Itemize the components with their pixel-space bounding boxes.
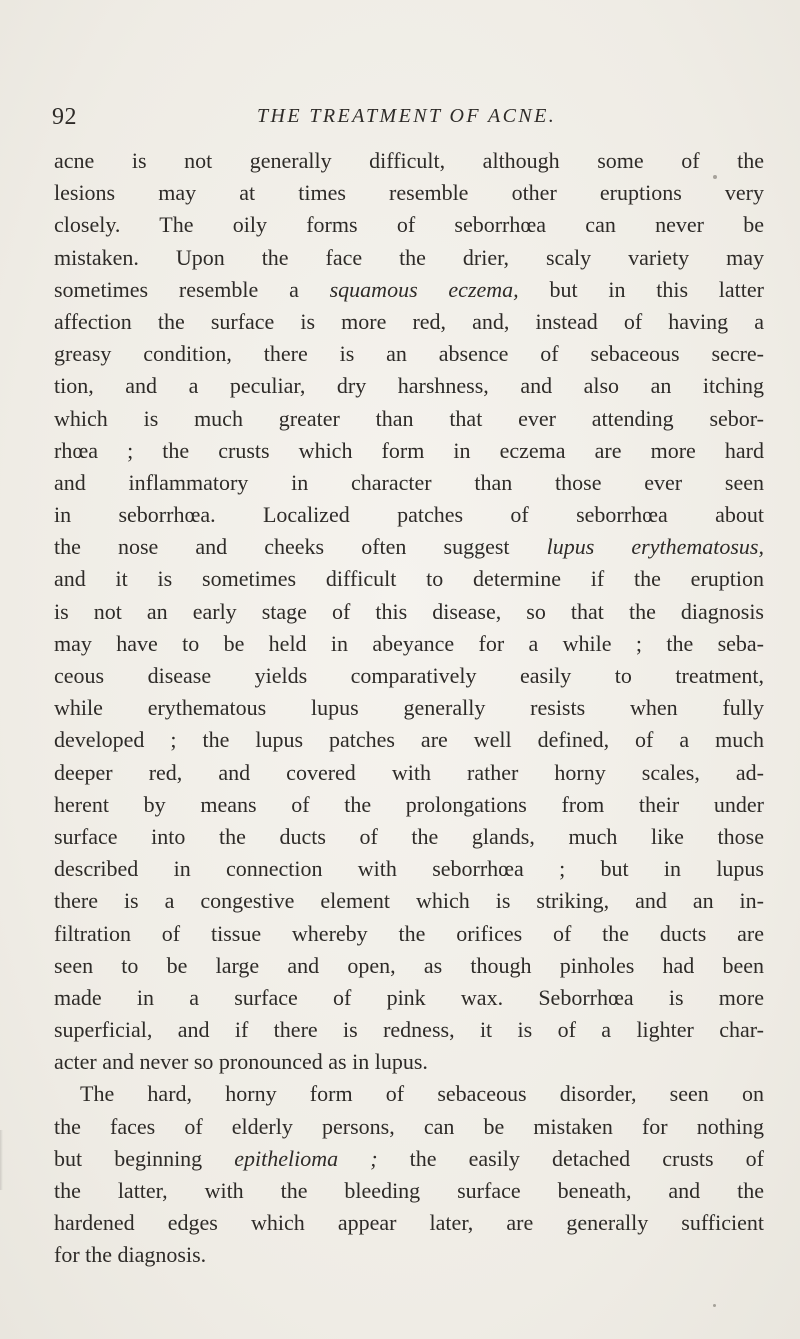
text-segment: herent by means of the prolongations from their under — [54, 791, 764, 817]
italic-text: epithelioma ; — [234, 1145, 378, 1171]
text-line — [54, 1143, 764, 1175]
text-segment: The hard, horny form of sebaceous disorder, seen on — [80, 1081, 764, 1107]
text-line — [54, 1175, 764, 1207]
text-line — [54, 467, 764, 499]
text-line — [54, 1078, 764, 1110]
text-segment: while erythematous lupus generally resists when fully — [54, 695, 764, 721]
text-segment: which is much greater than that ever attending sebor- — [54, 405, 764, 431]
text-segment: tion, and a peculiar, dry harshness, and also an itching — [54, 373, 764, 399]
text-line — [54, 724, 764, 756]
text-line — [54, 1046, 764, 1078]
text-line — [54, 1239, 764, 1271]
text-line — [54, 1111, 764, 1143]
text-segment: the easily detached crusts of — [377, 1145, 764, 1171]
text-segment: for the diagnosis. — [54, 1242, 207, 1268]
text-line — [54, 563, 764, 595]
text-line — [54, 1207, 764, 1239]
italic-text: squamous eczema, — [329, 276, 519, 302]
text-line — [54, 950, 764, 982]
text-line — [54, 177, 764, 209]
text-segment: the latter, with the bleeding surface beneath, and the — [54, 1178, 764, 1203]
text-line — [54, 435, 764, 467]
text-segment: filtration of tissue whereby the orifices of the ducts are — [54, 920, 764, 946]
text-segment: and it is sometimes difficult to determine if the eruption — [54, 566, 764, 592]
text-line — [54, 757, 764, 789]
text-segment: lesions may at times resemble other eruptions very — [54, 180, 764, 206]
text-segment: acne is not generally difficult, although some of the — [54, 148, 764, 173]
text-line — [54, 306, 764, 338]
text-line — [54, 1014, 764, 1046]
italic-text: lupus erythematosus, — [546, 534, 764, 560]
text-segment: may have to be held in abeyance for a while ; the seba- — [54, 630, 764, 656]
text-line — [54, 338, 764, 370]
text-segment: there is a congestive element which is striking, and an in- — [54, 888, 764, 914]
text-segment: surface into the ducts of the glands, much like those — [54, 823, 764, 849]
text-segment: hardened edges which appear later, are generally sufficient — [54, 1210, 764, 1236]
text-segment: the nose and cheeks often suggest — [54, 534, 547, 560]
text-segment: greasy condition, there is an absence of sebaceous secre- — [54, 341, 764, 367]
page-number: 92 — [52, 104, 77, 130]
text-line — [54, 403, 764, 435]
text-line — [54, 531, 764, 563]
body-text — [54, 145, 764, 1272]
page-shadow — [0, 1130, 3, 1190]
text-line — [54, 209, 764, 241]
text-line — [54, 145, 764, 177]
text-segment: developed ; the lupus patches are well defined, of a much — [54, 727, 764, 753]
text-segment: seen to be large and open, as though pinholes had been — [54, 952, 764, 978]
text-segment: sometimes resemble a — [54, 276, 330, 302]
ink-speck — [713, 1304, 716, 1307]
text-segment: acter and never so pronounced as in lupus. — [54, 1049, 428, 1075]
text-segment: is not an early stage of this disease, so that the diagnosis — [54, 598, 764, 624]
text-line — [54, 982, 764, 1014]
text-segment: mistaken. Upon the face the drier, scaly variety may — [54, 244, 764, 270]
text-line — [54, 821, 764, 853]
text-line — [54, 885, 764, 917]
text-line — [54, 660, 764, 692]
text-segment: made in a surface of pink wax. Seborrhœa is more — [54, 984, 764, 1010]
text-line — [54, 692, 764, 724]
text-segment: deeper red, and covered with rather horny scales, ad- — [54, 759, 764, 785]
ink-speck — [713, 175, 717, 179]
text-line — [54, 596, 764, 628]
text-segment: closely. The oily forms of seborrhœa can never be — [54, 212, 764, 238]
text-segment: described in connection with seborrhœa ; but in lupus — [54, 856, 764, 882]
text-segment: in seborrhœa. Localized patches of seborrhœa about — [54, 502, 764, 528]
text-segment: but in this latter — [518, 276, 764, 302]
text-line — [54, 242, 764, 274]
running-title: THE TREATMENT OF ACNE. — [257, 105, 557, 127]
text-line — [54, 853, 764, 885]
text-line — [54, 499, 764, 531]
text-segment: superficial, and if there is redness, it is of a lighter char- — [54, 1017, 764, 1043]
text-line — [54, 274, 764, 306]
text-segment: and inflammatory in character than those ever seen — [54, 469, 764, 495]
page-header — [52, 104, 754, 134]
text-segment: affection the surface is more red, and, instead of having a — [54, 308, 764, 334]
text-segment: the faces of elderly persons, can be mistaken for nothing — [54, 1113, 764, 1139]
text-line — [54, 789, 764, 821]
text-segment: rhœa ; the crusts which form in eczema are more hard — [54, 437, 764, 463]
text-line — [54, 918, 764, 950]
text-line — [54, 628, 764, 660]
text-segment: ceous disease yields comparatively easily to treatment, — [54, 663, 764, 688]
text-line — [54, 370, 764, 402]
text-segment: but beginning — [54, 1145, 235, 1171]
